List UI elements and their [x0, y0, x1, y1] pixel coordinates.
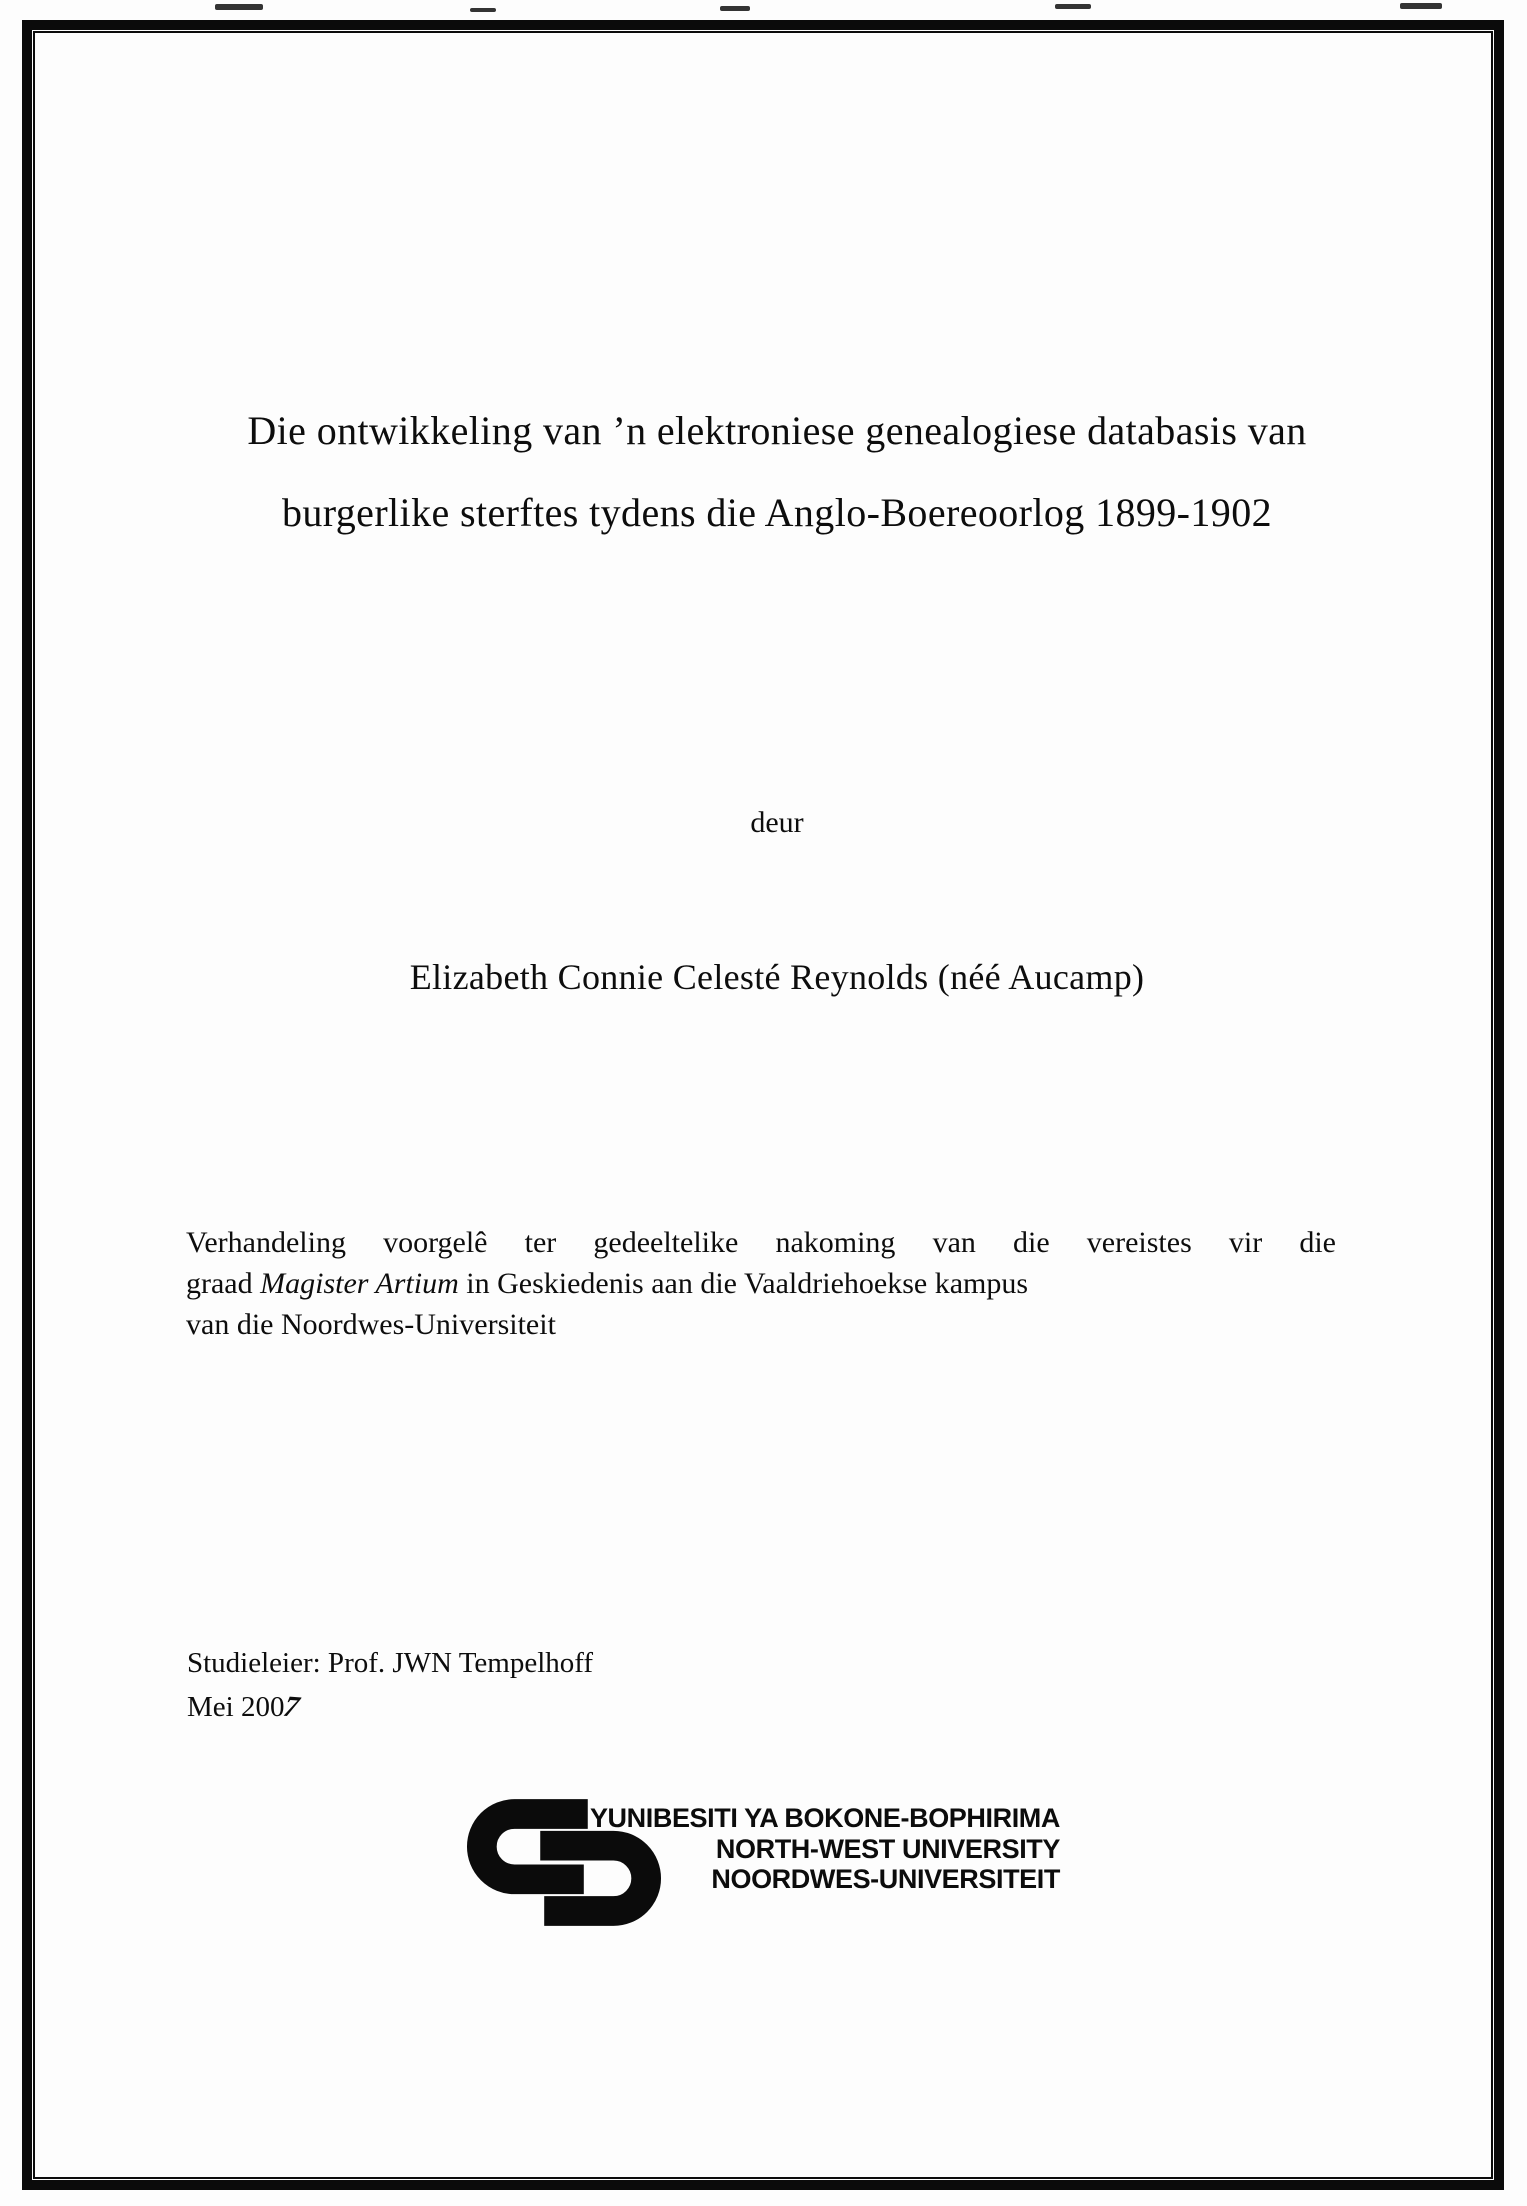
university-wordmark-setswana: YUNIBESITI YA BOKONE-BOPHIRIMA — [589, 1803, 1060, 1833]
thesis-title-line-1: Die ontwikkeling van ’n elektroniese genealogiese databasis van — [247, 408, 1307, 453]
university-wordmark — [578, 1803, 1060, 1895]
degree-statement-line-2-post: in Geskiedenis aan die Vaaldriehoekse kampus — [458, 1267, 1029, 1300]
thesis-title-line-2: burgerlike sterftes tydens die Anglo-Boereoorlog 1899-1902 — [281, 490, 1273, 535]
author-name: Elizabeth Connie Celesté Reynolds (néé Aucamp) — [409, 957, 1145, 997]
university-wordmark-english: NORTH-WEST UNIVERSITY — [715, 1833, 1060, 1864]
date-last-digit: 7 — [278, 1690, 306, 1724]
degree-title-italic: Magister Artium — [260, 1267, 459, 1300]
supervisor-line: Studieleier: Prof. JWN Tempelhoff — [187, 1647, 594, 1679]
scan-artifact — [1400, 3, 1442, 9]
degree-statement-line-3: van die Noordwes-Universiteit — [186, 1308, 556, 1341]
degree-statement-line-1: Verhandeling voorgelê ter gedeeltelike nakoming van die vereistes vir die — [186, 1226, 1336, 1259]
university-wordmark-afrikaans: NOORDWES-UNIVERSITEIT — [711, 1864, 1060, 1894]
degree-statement-line-2-pre: graad — [186, 1267, 261, 1300]
scan-artifact — [1055, 4, 1091, 9]
degree-statement — [186, 1222, 1336, 1345]
thesis-title — [60, 390, 1494, 554]
date-line — [187, 1685, 593, 1729]
scan-artifact — [215, 4, 263, 10]
date-prefix: Mei 200 — [187, 1691, 285, 1723]
scan-artifact — [720, 6, 750, 11]
supervisor-block — [187, 1641, 593, 1729]
degree-statement-line-2 — [186, 1263, 1336, 1304]
byline-label: deur — [750, 806, 804, 839]
scan-artifact — [470, 8, 496, 12]
